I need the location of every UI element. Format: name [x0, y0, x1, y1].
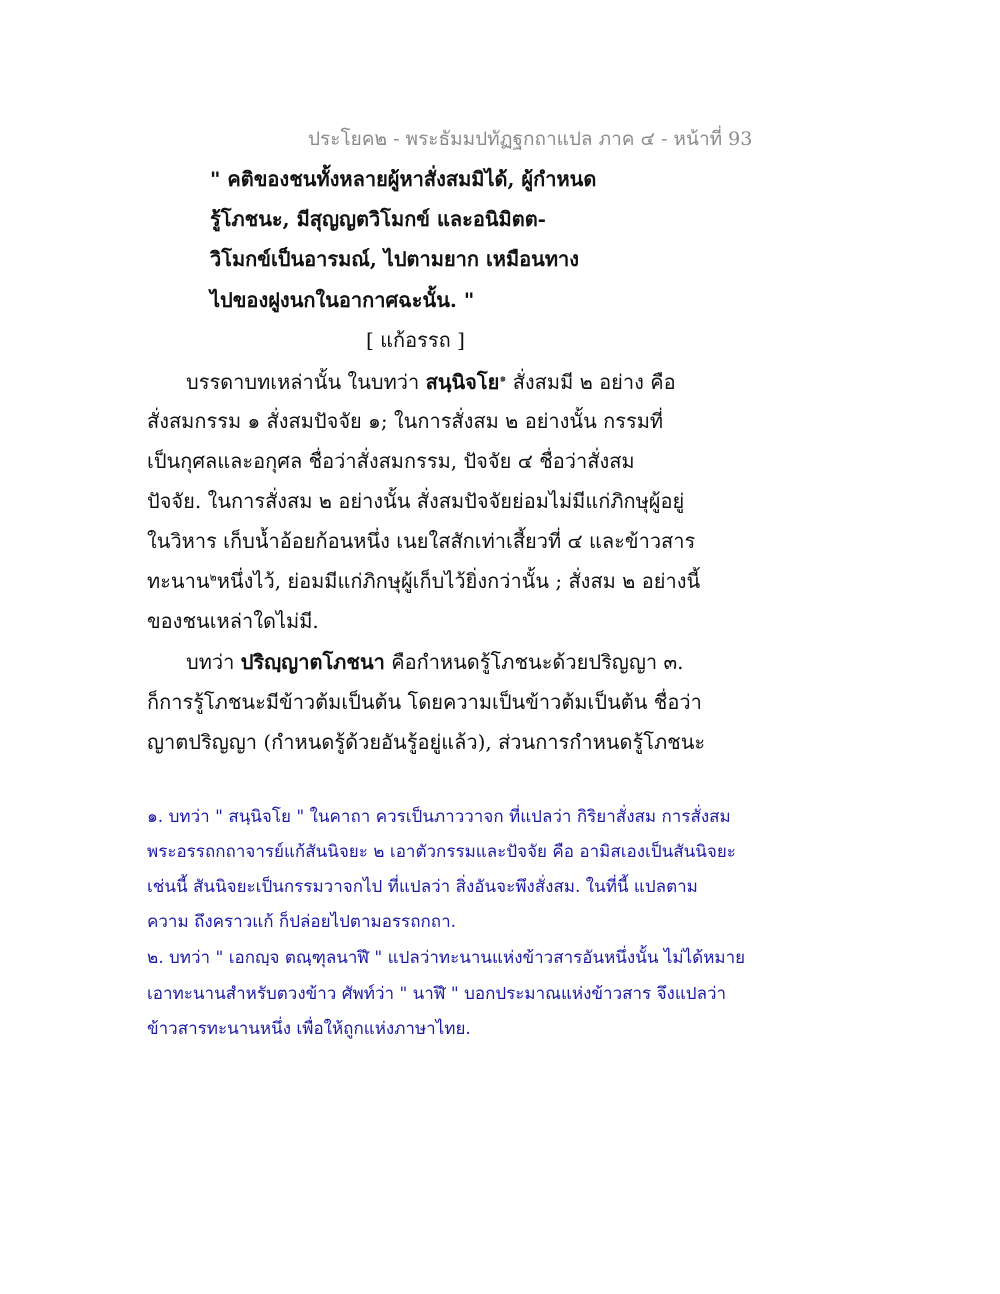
para2-text: บทว่า [186, 650, 241, 674]
footnote-line-6: เอาทะนานสำหรับตวงข้าว ศัพท์ว่า " นาฬึ " บอกประมาณแห่งข้าวสาร จึงแปลว่า [147, 984, 727, 1004]
para1-text: ทะนาน [147, 569, 210, 593]
para1-line-4: ปัจจัย. ในการสั่งสม ๒ อย่างนั้น สั่งสมปัจจัยย่อมไม่มีแก่ภิกษุผู้อยู่ [147, 489, 685, 513]
footnote-line-5: ๒. บทว่า " เอกญฺจ ตณฺฑุลนาฬึ " แปลว่าทะนานแห่งข้าวสารอันหนึ่งนั้น ไม่ได้หมาย [147, 948, 746, 968]
para1-line-5: ในวิหาร เก็บน้ำอ้อยก้อนหนึ่ง เนยใสสักเท่าเสี้ยวที่ ๔ และข้าวสาร [147, 529, 696, 553]
para2-line-3: ญาตปริญญา (กำหนดรู้ด้วยอันรู้อยู่แล้ว), ส่วนการกำหนดรู้โภชนะ [147, 730, 706, 754]
section-title: [ แก้อรรถ ] [366, 328, 465, 352]
pali-term: ปริญฺญาตโภชนา [240, 650, 385, 674]
verse-line-1: " คติของชนทั้งหลายผู้หาสั่งสมมิได้, ผู้กำหนด [210, 167, 597, 191]
para1-line-3: เป็นกุศลและอกุศล ชื่อว่าสั่งสมกรรม, ปัจจัย ๔ ชื่อว่าสั่งสม [147, 449, 635, 473]
para1-text: สั่งสมมี ๒ อย่าง คือ [506, 370, 676, 394]
para1-line-7: ของชนเหล่าใดไม่มี. [147, 609, 319, 633]
verse-line-4: ไปของฝูงนกในอากาศฉะนั้น. " [210, 288, 475, 312]
para1-text: บรรดาบทเหล่านั้น ในบทว่า [186, 370, 426, 394]
verse-line-2: รู้โภชนะ, มีสุญญตวิโมกข์ และอนิมิตต- [210, 207, 546, 231]
para2-text: คือกำหนดรู้โภชนะด้วยปริญญา ๓. [384, 650, 684, 674]
para1-line-2: สั่งสมกรรม ๑ สั่งสมปัจจัย ๑; ในการสั่งสม ๒ อย่างนั้น กรรมที่ [147, 409, 664, 433]
footnote-line-1: ๑. บทว่า " สนฺนิจโย " ในคาถา ควรเป็นภาววาจก ที่แปลว่า กิริยาสั่งสม การสั่งสม [147, 807, 731, 827]
para1-text: หนึ่งไว้, ย่อมมีแก่ภิกษุผู้เก็บไว้ยิ่งกว่านั้น ; สั่งสม ๒ อย่างนี้ [216, 569, 701, 593]
running-head: ประโยค๒ - พระธัมมปทัฏฐกถาแปล ภาค ๔ - หน้าที่ 93 [308, 128, 753, 150]
para2-line-2: ก็การรู้โภชนะมีข้าวต้มเป็นต้น โดยความเป็นข้าวต้มเป็นต้น ชื่อว่า [147, 690, 702, 714]
footnote-line-4: ความ ถึงคราวแก้ ก็ปล่อยไปตามอรรถกถา. [147, 912, 457, 932]
pali-term: สนฺนิจโย [425, 370, 500, 394]
footnote-ref-1: ๑ [499, 371, 507, 385]
footnote-ref-2: ๒ [209, 570, 217, 584]
para1-line-6 [147, 565, 700, 597]
para1-line-1 [186, 366, 676, 398]
footnote-line-7: ข้าวสารทะนานหนึ่ง เพื่อให้ถูกแห่งภาษาไทย. [147, 1019, 471, 1039]
para2-line-1 [186, 646, 684, 678]
verse-line-3: วิโมกข์เป็นอารมณ์, ไปตามยาก เหมือนทาง [210, 247, 580, 271]
footnote-line-3: เช่นนี้ สันนิจยะเป็นกรรมวาจกไป ที่แปลว่า สิ่งอันจะพึงสั่งสม. ในที่นี้ แปลตาม [147, 877, 698, 897]
footnote-line-2: พระอรรถกถาจารย์แก้สันนิจยะ ๒ เอาตัวกรรมและปัจจัย คือ อามิสเองเป็นสันนิจยะ [147, 842, 736, 862]
